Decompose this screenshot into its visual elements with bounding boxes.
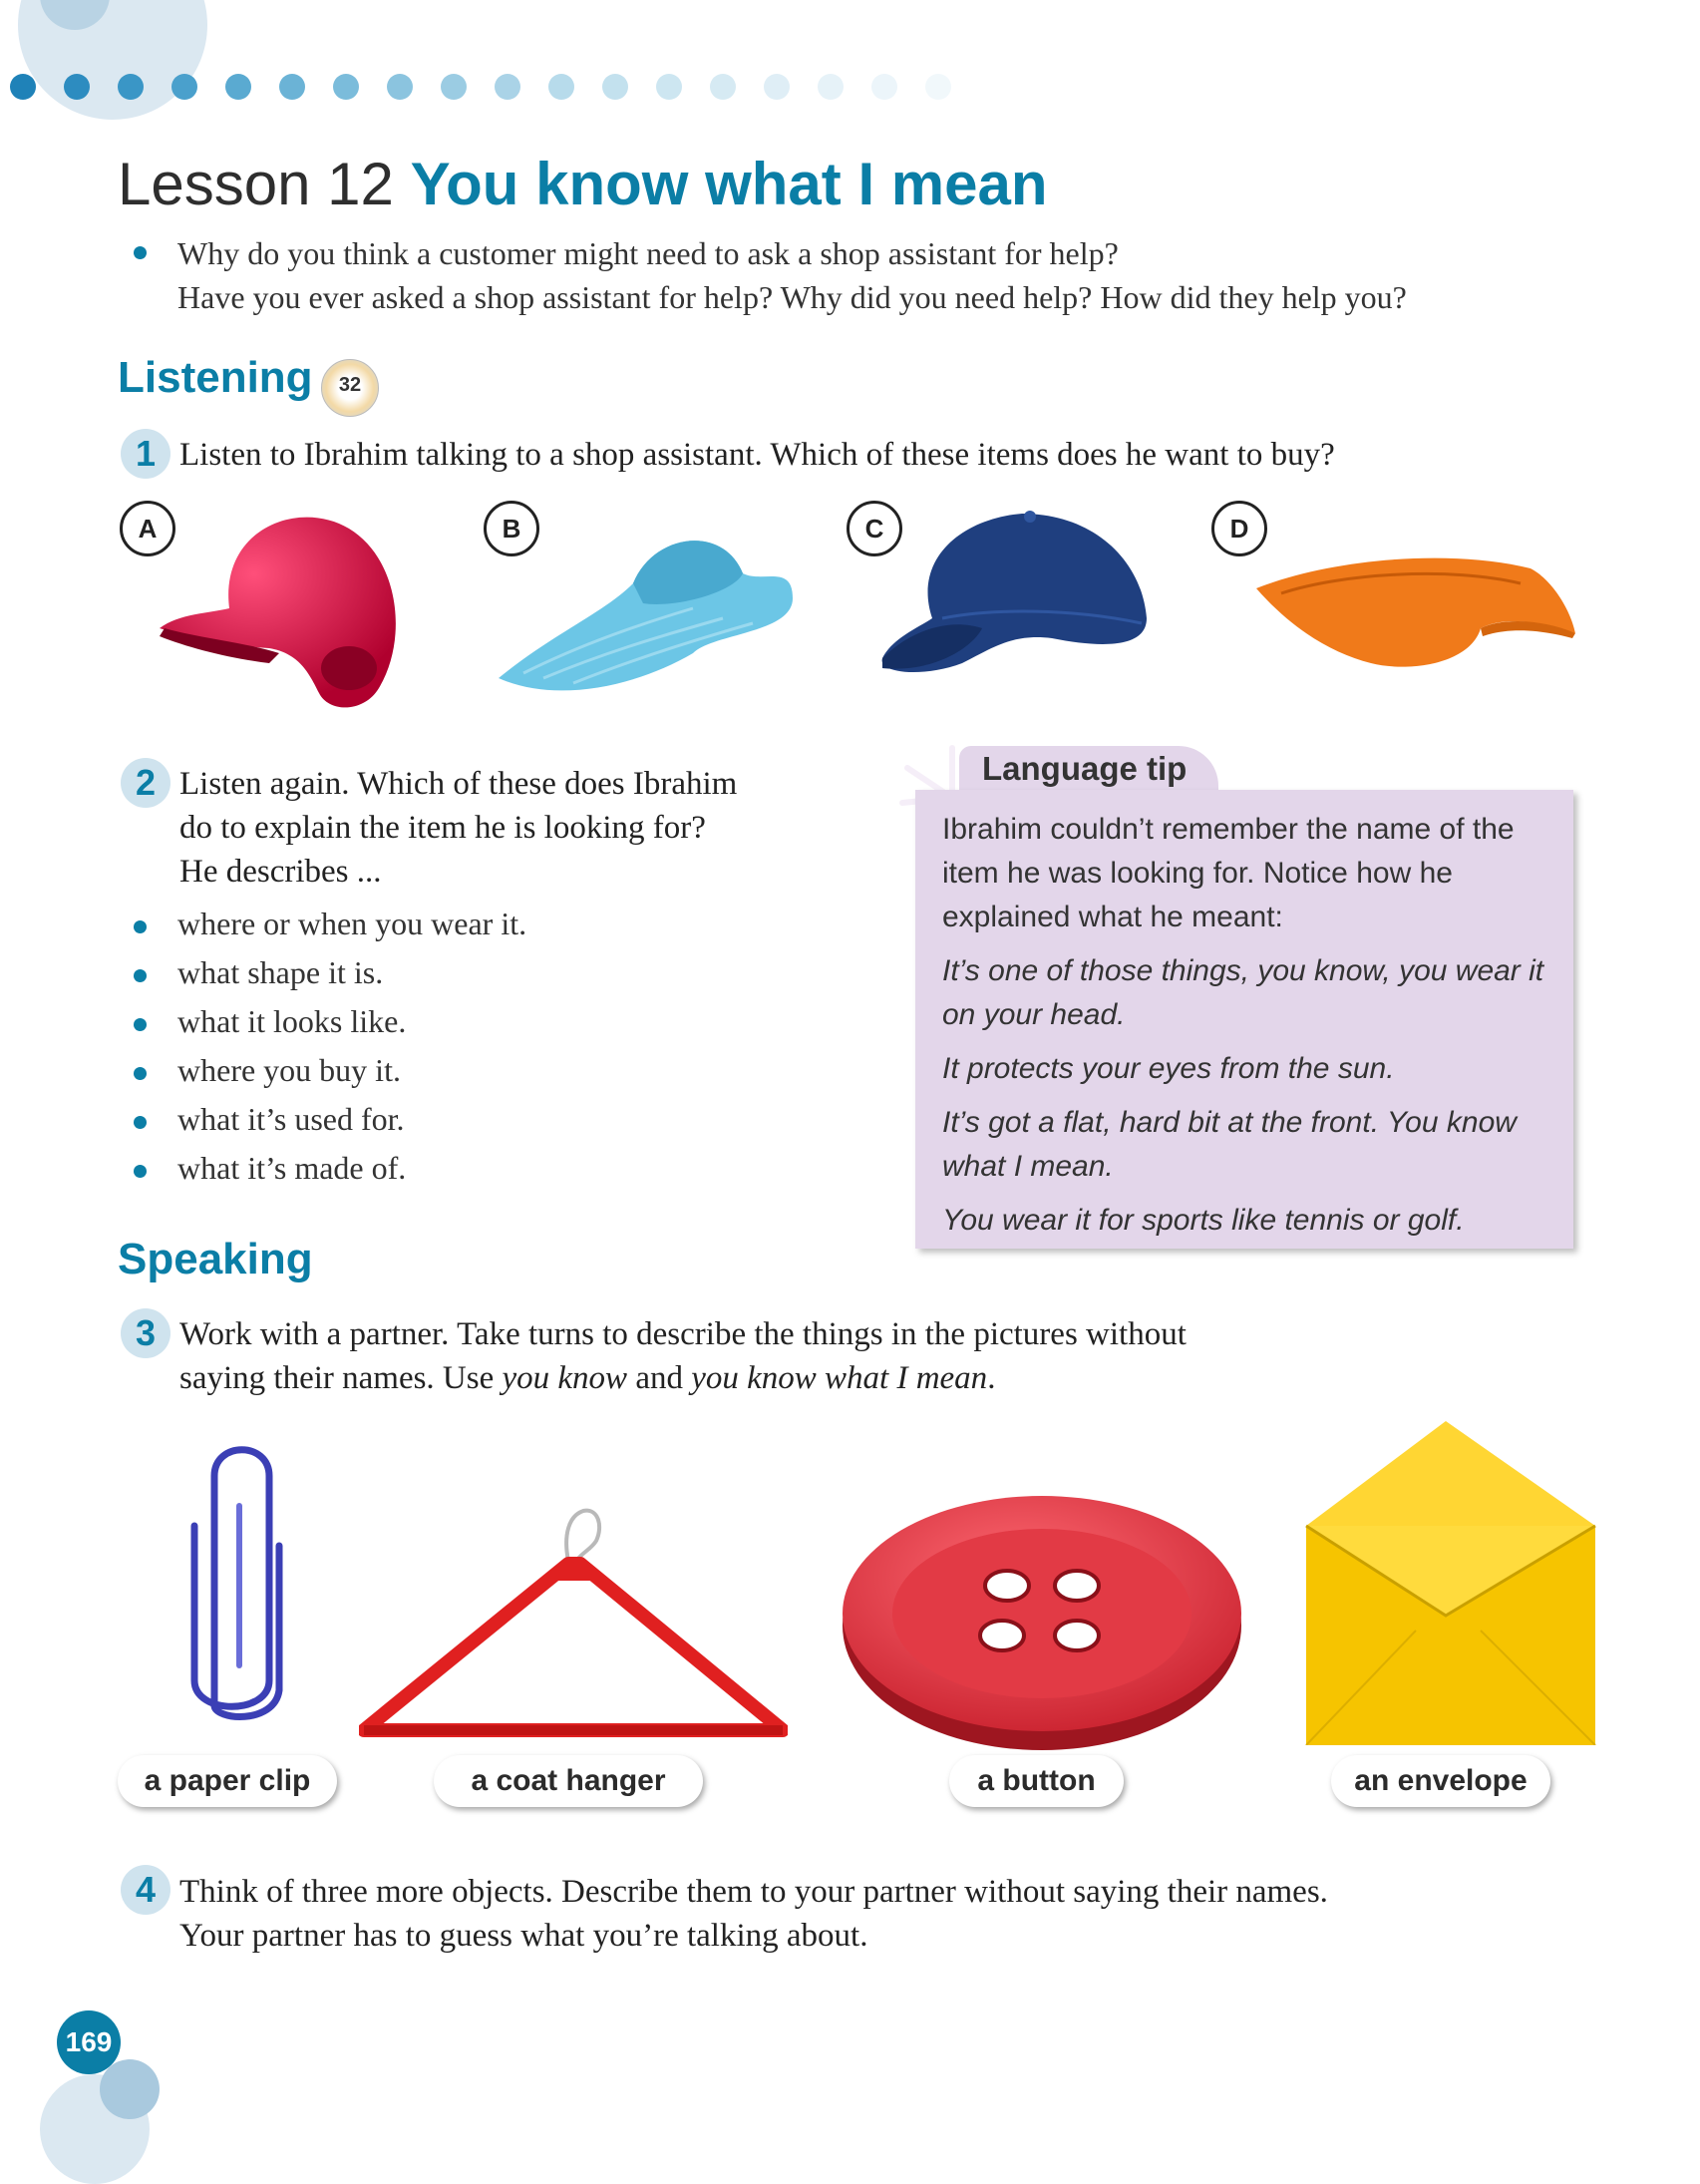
tip-intro: Ibrahim couldn’t remember the name of the item he was looking for. Notice how he explained what he meant: bbox=[942, 813, 1515, 933]
question-3-line: Work with a partner. Take turns to describe the things in the pictures without bbox=[179, 1316, 1187, 1352]
list-item: what it’s used for. bbox=[177, 1101, 405, 1137]
language-tip-title: Language tip bbox=[982, 750, 1188, 787]
q3-text: . bbox=[987, 1360, 996, 1396]
header-dot bbox=[925, 74, 951, 100]
header-dot bbox=[602, 74, 628, 100]
intro-questions bbox=[177, 231, 1407, 319]
header-dot bbox=[279, 74, 305, 100]
red-helmet-image[interactable] bbox=[150, 489, 419, 718]
question-number-3: 3 bbox=[121, 1308, 170, 1358]
list-item: what shape it is. bbox=[177, 954, 384, 990]
question-number-4: 4 bbox=[121, 1865, 170, 1915]
list-item: where you buy it. bbox=[177, 1052, 401, 1088]
bullet bbox=[134, 920, 147, 933]
speaking-heading: Speaking bbox=[118, 1235, 313, 1283]
language-tip-text bbox=[942, 808, 1560, 1243]
listening-heading: Listening bbox=[118, 353, 313, 402]
header-dot bbox=[871, 74, 897, 100]
lesson-number: Lesson 12 bbox=[118, 151, 394, 217]
coat-hanger-image[interactable] bbox=[359, 1486, 788, 1745]
red-button-image[interactable] bbox=[838, 1486, 1246, 1755]
header-dots bbox=[10, 74, 951, 100]
question-4-text bbox=[179, 1870, 1328, 1958]
bullet bbox=[134, 1018, 147, 1031]
question-4-line: Think of three more objects. Describe them to your partner without saying their names. bbox=[179, 1874, 1328, 1910]
question-2-line: He describes ... bbox=[179, 854, 382, 890]
lesson-title bbox=[118, 150, 1048, 218]
tip-example: It’s one of those things, you know, you wear it on your head. bbox=[942, 954, 1544, 1031]
q3-text: and bbox=[627, 1360, 692, 1396]
label-coat-hanger: a coat hanger bbox=[434, 1755, 703, 1807]
paper-clip-image[interactable] bbox=[184, 1436, 294, 1735]
orange-visor-image[interactable] bbox=[1251, 529, 1580, 678]
bullet bbox=[134, 246, 147, 259]
audio-track-icon[interactable] bbox=[321, 359, 379, 417]
tip-example: It’s got a flat, hard bit at the front. You know what I mean. bbox=[942, 1106, 1517, 1183]
header-dot bbox=[764, 74, 790, 100]
header-dot bbox=[656, 74, 682, 100]
tip-example: You wear it for sports like tennis or golf. bbox=[942, 1204, 1465, 1237]
header-decor-circle bbox=[18, 0, 207, 120]
list-item: what it looks like. bbox=[177, 1003, 407, 1039]
header-dot bbox=[225, 74, 251, 100]
question-2-line: Listen again. Which of these does Ibrahim bbox=[179, 766, 738, 802]
question-number-1: 1 bbox=[121, 429, 170, 479]
option-b-badge[interactable]: B bbox=[484, 501, 539, 556]
intro-line: Have you ever asked a shop assistant for help? Why did you need help? How did they help you? bbox=[177, 279, 1407, 315]
header-dot bbox=[10, 74, 36, 100]
lesson-heading: You know what I mean bbox=[410, 151, 1048, 217]
question-4-line: Your partner has to guess what you’re talking about. bbox=[179, 1918, 868, 1954]
option-d-badge[interactable]: D bbox=[1211, 501, 1267, 556]
question-1-text: Listen to Ibrahim talking to a shop assistant. Which of these items does he want to buy? bbox=[179, 437, 1335, 473]
page-number: 169 bbox=[57, 2010, 121, 2074]
header-dot bbox=[818, 74, 844, 100]
header-dot bbox=[495, 74, 520, 100]
q3-phrase: you know bbox=[502, 1360, 628, 1396]
question-number-2: 2 bbox=[121, 758, 170, 808]
list-item: where or when you wear it. bbox=[177, 906, 527, 941]
header-dot bbox=[118, 74, 144, 100]
audio-track-number: 32 bbox=[338, 374, 362, 396]
header-dot bbox=[171, 74, 197, 100]
tip-example: It protects your eyes from the sun. bbox=[942, 1052, 1395, 1085]
label-paper-clip: a paper clip bbox=[118, 1755, 337, 1807]
intro-line: Why do you think a customer might need to ask a shop assistant for help? bbox=[177, 235, 1119, 271]
header-dot bbox=[64, 74, 90, 100]
header-dot bbox=[710, 74, 736, 100]
label-envelope: an envelope bbox=[1331, 1755, 1550, 1807]
label-button: a button bbox=[949, 1755, 1124, 1807]
blue-sun-hat-image[interactable] bbox=[494, 514, 803, 708]
bullet bbox=[134, 1116, 147, 1129]
q3-text: saying their names. Use bbox=[179, 1360, 503, 1396]
q3-phrase: you know what I mean bbox=[691, 1360, 988, 1396]
footer-decor-circle-small bbox=[100, 2059, 160, 2119]
question-3-text bbox=[179, 1312, 1187, 1400]
option-a-badge[interactable]: A bbox=[120, 501, 175, 556]
header-dot bbox=[387, 74, 413, 100]
list-item: what it’s made of. bbox=[177, 1150, 407, 1186]
bullet bbox=[134, 1165, 147, 1178]
bullet bbox=[134, 969, 147, 982]
option-c-badge[interactable]: C bbox=[847, 501, 902, 556]
header-dot bbox=[333, 74, 359, 100]
yellow-envelope-image[interactable] bbox=[1296, 1416, 1605, 1745]
navy-cap-image[interactable] bbox=[872, 499, 1162, 683]
question-2-text bbox=[179, 762, 737, 894]
header-dot bbox=[441, 74, 467, 100]
describe-options-list bbox=[177, 906, 526, 1199]
header-dot bbox=[548, 74, 574, 100]
question-3-line bbox=[179, 1356, 1187, 1400]
bullet bbox=[134, 1067, 147, 1080]
question-2-line: do to explain the item he is looking for? bbox=[179, 810, 706, 846]
